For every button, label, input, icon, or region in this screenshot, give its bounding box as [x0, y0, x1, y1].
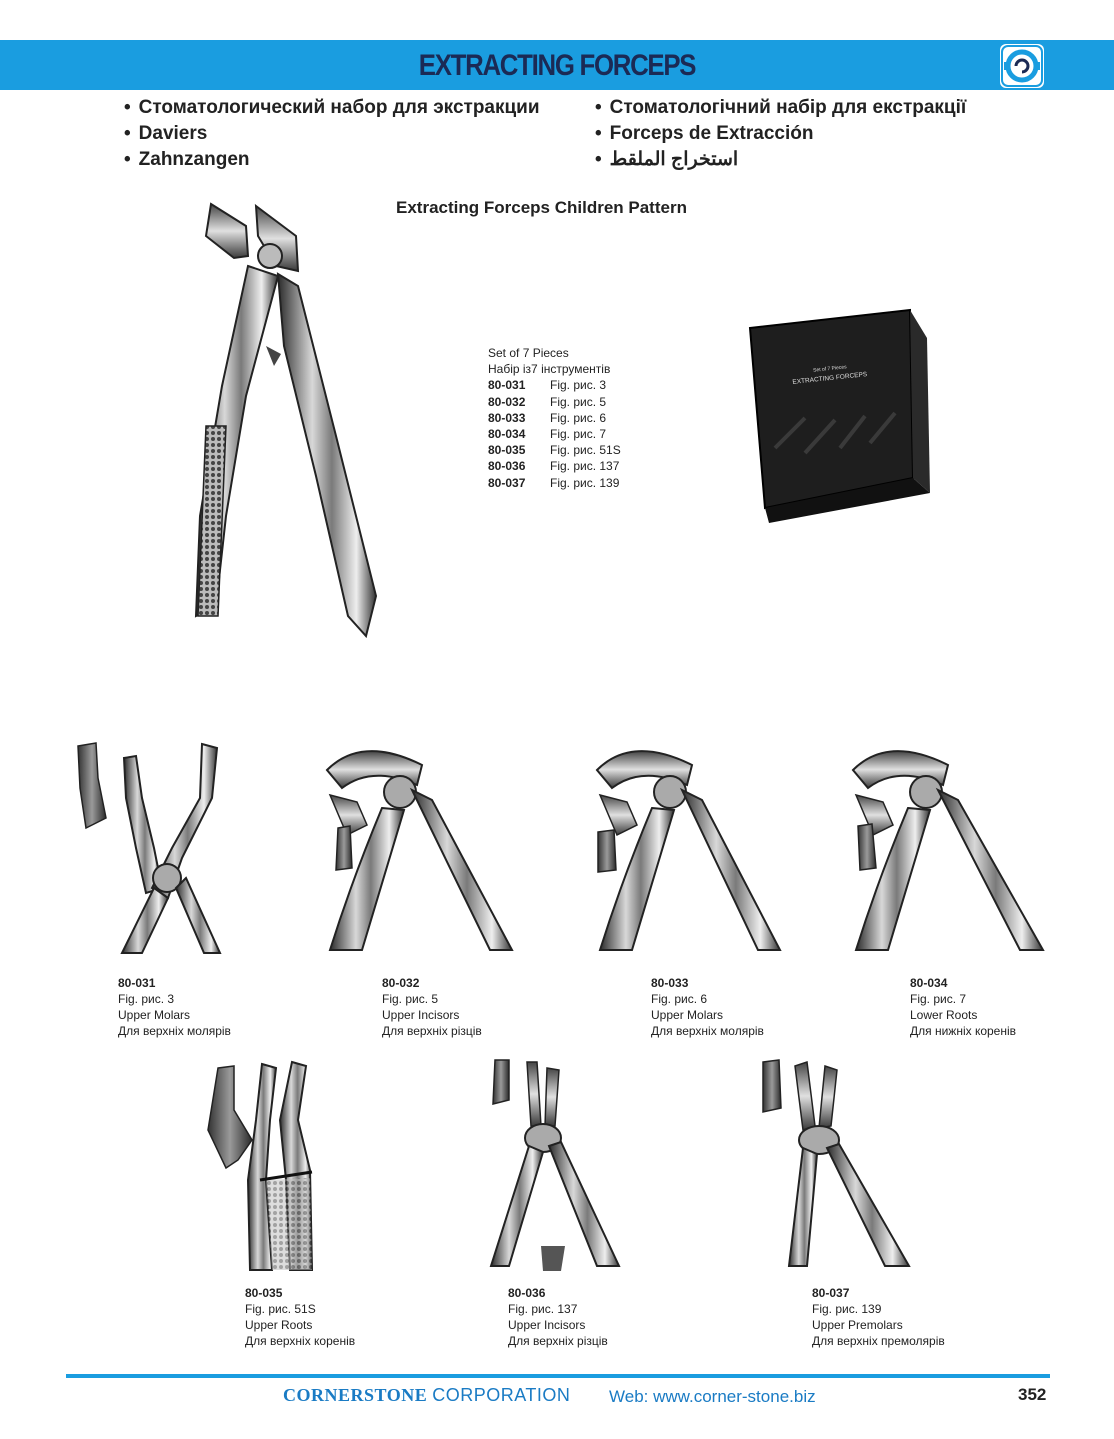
set-item — [488, 377, 621, 393]
product-name-en: Upper Incisors — [382, 1008, 460, 1022]
language-item: • Zahnzangen — [124, 147, 540, 173]
set-item — [488, 475, 621, 491]
set-item — [488, 426, 621, 442]
product-fig: Fig. рис. 51S — [245, 1302, 316, 1316]
set-info — [488, 345, 621, 491]
set-info-title: Set of 7 Pieces — [488, 346, 569, 360]
product-name-en: Upper Incisors — [508, 1318, 586, 1332]
product-code: 80-034 — [910, 976, 948, 990]
set-item-fig: Fig. рис. 6 — [550, 410, 607, 425]
set-item-fig: Fig. рис. 139 — [550, 475, 620, 490]
product-fig: Fig. рис. 7 — [910, 992, 967, 1006]
set-item-code: 80-032 — [488, 394, 526, 409]
product-caption-80-037 — [812, 1285, 945, 1349]
set-item-fig: Fig. рис. 3 — [550, 378, 607, 393]
page-number: 352 — [1018, 1385, 1047, 1404]
product-name-ua: Для нижніх коренів — [910, 1024, 1017, 1038]
set-item — [488, 458, 621, 474]
forceps-image-80-032 — [322, 740, 522, 955]
product-code: 80-036 — [508, 1286, 546, 1300]
product-caption-80-033 — [651, 975, 764, 1039]
product-name-ua: Для верхніх молярів — [651, 1024, 764, 1038]
product-name-en: Upper Molars — [118, 1008, 191, 1022]
set-item-code: 80-031 — [488, 378, 526, 393]
forceps-image-80-036 — [485, 1056, 625, 1271]
language-list-right — [595, 95, 966, 173]
footer-divider — [66, 1374, 1050, 1378]
language-list-left — [124, 95, 540, 173]
footer-brand-bold: CORNERSTONE — [283, 1385, 428, 1405]
product-code: 80-033 — [651, 976, 689, 990]
product-caption-80-031 — [118, 975, 231, 1039]
forceps-image-80-037 — [755, 1056, 915, 1271]
set-item-code: 80-037 — [488, 475, 526, 490]
footer-brand-rest: CORPORATION — [432, 1385, 571, 1405]
set-item-code: 80-034 — [488, 427, 526, 442]
language-item: • Стоматологический набор для экстракции — [124, 95, 540, 121]
product-caption-80-035 — [245, 1285, 355, 1349]
forceps-set-box-image — [745, 308, 935, 528]
product-fig: Fig. рис. 6 — [651, 992, 708, 1006]
product-code: 80-037 — [812, 1286, 850, 1300]
product-caption-80-034 — [910, 975, 1016, 1039]
language-item: • Daviers — [124, 121, 540, 147]
forceps-image-80-033 — [592, 740, 787, 955]
product-fig: Fig. рис. 139 — [812, 1302, 882, 1316]
box-label-line1: Set of 7 Pieces — [812, 364, 847, 374]
set-info-subtitle: Набір із7 інструментів — [488, 362, 611, 377]
product-name-en: Upper Premolars — [812, 1318, 903, 1332]
product-fig: Fig. рис. 3 — [118, 992, 175, 1006]
set-item-fig: Fig. рис. 5 — [550, 394, 607, 409]
product-fig: Fig. рис. 5 — [382, 992, 439, 1006]
product-code: 80-032 — [382, 976, 420, 990]
language-item — [595, 147, 966, 173]
product-name-ua: Для верхніх різців — [508, 1334, 608, 1348]
set-item-fig: Fig. рис. 7 — [550, 427, 607, 442]
product-code: 80-035 — [245, 1286, 283, 1300]
set-item-fig: Fig. рис. 137 — [550, 459, 620, 474]
set-item-fig: Fig. рис. 51S — [550, 443, 621, 458]
forceps-image-80-035 — [200, 1060, 335, 1275]
set-item-code: 80-035 — [488, 443, 526, 458]
language-item: • Стоматологічний набір для екстракції — [595, 95, 966, 121]
product-code: 80-031 — [118, 976, 156, 990]
product-caption-80-036 — [508, 1285, 608, 1349]
set-item-code: 80-036 — [488, 459, 526, 474]
footer-web-link[interactable]: Web: www.corner-stone.biz — [609, 1387, 816, 1406]
language-item: • Forceps de Extracción — [595, 121, 966, 147]
hero-forceps-image — [186, 196, 426, 646]
footer-brand — [283, 1385, 570, 1406]
forceps-image-80-034 — [848, 740, 1048, 955]
product-name-ua: Для верхніх коренів — [245, 1334, 356, 1348]
product-name-ua: Для верхніх різців — [382, 1024, 482, 1038]
logo-icon — [1000, 44, 1044, 88]
product-name-en: Upper Molars — [651, 1008, 724, 1022]
product-caption-80-032 — [382, 975, 482, 1039]
set-item — [488, 410, 621, 426]
forceps-image-80-031 — [72, 738, 232, 958]
product-fig: Fig. рис. 137 — [508, 1302, 578, 1316]
set-item — [488, 442, 621, 458]
product-name-en: Upper Roots — [245, 1318, 313, 1332]
set-item — [488, 394, 621, 410]
product-name-ua: Для верхніх премолярів — [812, 1334, 945, 1348]
page-title: EXTRACTING FORCEPS — [418, 49, 696, 82]
language-item-arabic: استخراج الملقط — [609, 149, 739, 170]
box-label-line2: EXTRACTING FORCEPS — [792, 371, 868, 386]
product-name-en: Lower Roots — [910, 1008, 978, 1022]
set-item-code: 80-033 — [488, 410, 526, 425]
product-name-ua: Для верхніх молярів — [118, 1024, 231, 1038]
section-title: Extracting Forceps Children Pattern — [396, 198, 687, 217]
